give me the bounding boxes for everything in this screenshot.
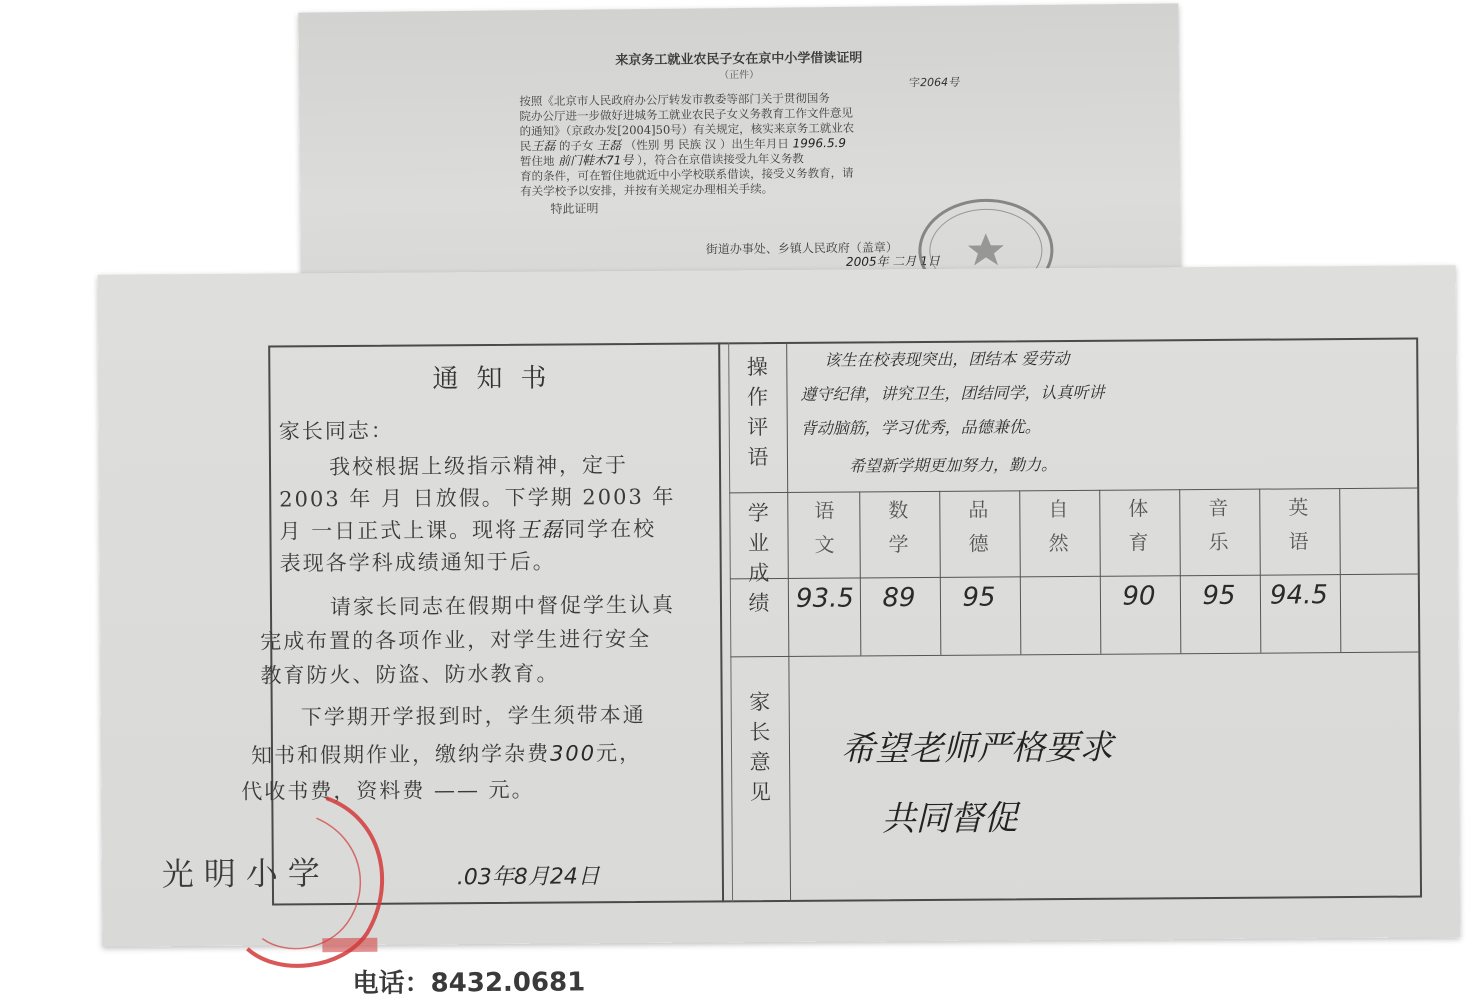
grid-line bbox=[730, 652, 1420, 658]
certificate-date: 2005年 二月 1日 bbox=[846, 252, 940, 270]
opinion-label bbox=[731, 687, 790, 807]
certificate-subtitle: （正件） bbox=[299, 61, 1179, 85]
certificate-line: 有关学校予以安排，并按有关规定办理相关手续。 bbox=[520, 178, 1080, 199]
subject-label: 自然 bbox=[1047, 492, 1069, 560]
score-chinese: 93.5 bbox=[792, 583, 858, 613]
subject-label: 英语 bbox=[1287, 490, 1309, 558]
teacher-remark-line: 该生在校表现突出，团结本 爱劳动 bbox=[824, 346, 1069, 371]
score-label-text: 学业成绩 bbox=[746, 498, 771, 618]
subject-label: 体育 bbox=[1127, 491, 1149, 559]
notice-paragraph-line: 请家长同志在假期中督促学生认真 bbox=[330, 589, 675, 621]
notice-line-text: 同学在校 bbox=[564, 517, 656, 542]
address-handwritten: 前门鞋木71号 bbox=[558, 153, 633, 168]
teacher-remark-line: 遵守纪律，讲究卫生，团结同学，认真听讲 bbox=[800, 380, 1104, 405]
birth-date-handwritten: 1996.5.9 bbox=[792, 136, 846, 151]
notice-paragraph-line: 2003 年 月 日放假。下学期 2003 年 bbox=[279, 481, 675, 514]
certificate-number-prefix: 字 bbox=[909, 76, 920, 89]
notice-paragraph-line bbox=[251, 737, 642, 770]
notice-paragraph-line: 下学期开学报到时，学生须带本通 bbox=[301, 699, 646, 731]
parent-name-handwritten: 王磊 bbox=[531, 139, 555, 153]
grid-line bbox=[730, 574, 1420, 580]
certificate-line-text: 暂住地 bbox=[520, 154, 558, 168]
notice-paragraph-line: 我校根据上级指示精神，定于 bbox=[329, 449, 628, 481]
certificate-line-text: ），符合在京借读接受九年义务教 bbox=[633, 151, 804, 167]
grid-line bbox=[1179, 489, 1181, 653]
certificate-line: 育的条件，可在暂住地就近中小学校联系借读，接受义务教育，请 bbox=[520, 163, 1080, 184]
certificate-number bbox=[909, 74, 959, 91]
certificate-title: 来京务工就业农民子女在京中小学借读证明 bbox=[299, 43, 1179, 71]
notice-line-text: 知书和假期作业，缴纳学杂费 bbox=[251, 742, 550, 768]
child-name-handwritten: 王磊 bbox=[597, 138, 621, 152]
school-stamp-icon bbox=[206, 788, 407, 979]
remark-label-text: 操作评语 bbox=[745, 352, 770, 472]
grid-line bbox=[859, 491, 861, 655]
remark-label bbox=[728, 352, 787, 472]
school-name: 光明小学 bbox=[162, 848, 330, 895]
subject-pe bbox=[1105, 491, 1171, 559]
subject-chinese bbox=[791, 493, 857, 561]
grid-line bbox=[939, 491, 941, 655]
notice-line-text: 月 一日正式上课。现将 bbox=[279, 518, 518, 544]
notice-line-text: 元， bbox=[596, 741, 642, 765]
score-math: 89 bbox=[866, 583, 932, 613]
parent-opinion-line: 希望老师严格要求 bbox=[841, 720, 1113, 771]
certificate-text bbox=[519, 88, 1080, 199]
certificate-line-text: 的子女 bbox=[555, 138, 597, 152]
opinion-label-text: 家长意见 bbox=[748, 687, 773, 807]
notice-date: .03年8月24日 bbox=[457, 859, 600, 891]
teacher-remark-line: 背动脑筋，学习优秀，品德兼优。 bbox=[801, 414, 1041, 439]
subject-label: 语文 bbox=[813, 494, 835, 562]
notice-paragraph-line: 教育防火、防盗、防水教育。 bbox=[260, 658, 559, 690]
student-name-handwritten: 王磊 bbox=[518, 517, 564, 541]
grid-line bbox=[1019, 490, 1021, 654]
score-morality: 95 bbox=[946, 582, 1012, 612]
certificate-line: 院办公厅进一步做好进城务工就业农民子女义务教育工作文件意见 bbox=[519, 103, 1079, 124]
teacher-remark-line: 希望新学期更加努力，勤力。 bbox=[849, 452, 1057, 476]
score-music: 95 bbox=[1186, 581, 1252, 611]
report-grid bbox=[728, 338, 1422, 903]
school-phone: 电话：8432.0681 bbox=[352, 961, 585, 1000]
grid-line bbox=[1259, 489, 1261, 653]
notice-paragraph-line: 完成布置的各项作业，对学生进行安全 bbox=[260, 623, 651, 656]
subject-math bbox=[865, 493, 931, 561]
grid-line bbox=[1339, 488, 1341, 652]
subject-music bbox=[1185, 491, 1251, 559]
parent-opinion-line: 共同督促 bbox=[881, 790, 1017, 840]
subject-english bbox=[1265, 490, 1331, 558]
fee-handwritten: 300 bbox=[550, 741, 596, 765]
certificate-number-value: 2064号 bbox=[920, 76, 959, 89]
score-english: 94.5 bbox=[1266, 580, 1332, 610]
score-pe: 90 bbox=[1106, 581, 1172, 611]
notice-title: 通知书 bbox=[398, 357, 598, 395]
certificate-line: 的通知》（京政办发[2004]50号）有关规定，核实来京务工就业农 bbox=[520, 118, 1080, 139]
notice-greeting: 家长同志： bbox=[279, 415, 394, 446]
school-notice bbox=[98, 265, 1461, 946]
certificate-line-text: 民 bbox=[520, 139, 532, 153]
certificate-special: 特此证明 bbox=[550, 199, 598, 217]
grid-line bbox=[1099, 490, 1101, 654]
grid-line bbox=[786, 342, 791, 902]
notice-paragraph-line bbox=[279, 513, 656, 546]
notice-paragraph-line: 代收书费，资料费 —— 元。 bbox=[241, 774, 535, 806]
score-label bbox=[729, 498, 788, 618]
subject-science bbox=[1025, 492, 1091, 560]
subject-label: 音乐 bbox=[1207, 491, 1229, 559]
certificate-line: 按照《北京市人民政府办公厅转发市教委等部门关于贯彻国务 bbox=[519, 88, 1079, 109]
notice-paragraph-line: 表现各学科成绩通知于后。 bbox=[280, 546, 556, 578]
subject-morality bbox=[945, 492, 1011, 560]
subject-label: 品德 bbox=[967, 493, 989, 561]
certificate-line-text: （性别 男 民族 汉 ）出生年月日 bbox=[621, 136, 793, 152]
subject-label: 数学 bbox=[887, 493, 909, 561]
certificate-signature: 街道办事处、乡镇人民政府（盖章） bbox=[706, 238, 898, 257]
